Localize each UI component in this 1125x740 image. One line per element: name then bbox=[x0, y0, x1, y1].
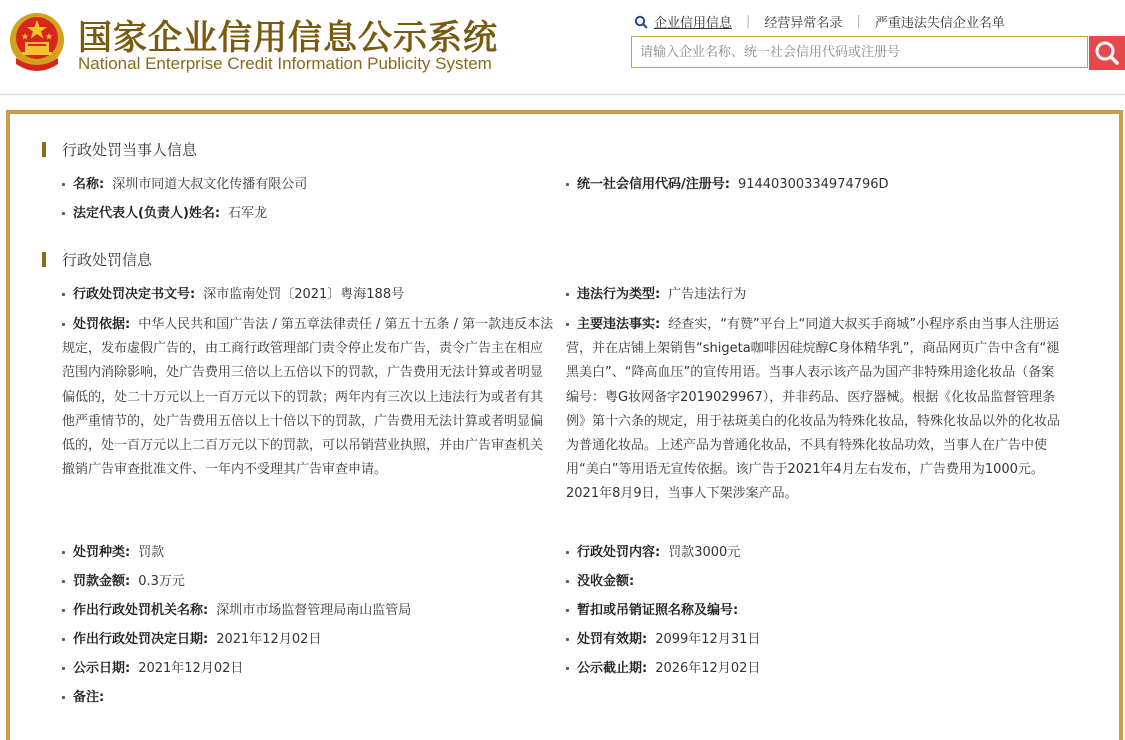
national-emblem-icon[interactable] bbox=[8, 8, 66, 74]
field-label: 罚款金额: bbox=[73, 574, 131, 589]
bullet-dot bbox=[566, 609, 569, 612]
field-label: 作出行政处罚决定日期: bbox=[73, 632, 209, 647]
bullet-dot bbox=[566, 551, 569, 554]
magnifier-icon bbox=[1089, 36, 1125, 70]
bullet-dot bbox=[62, 667, 65, 670]
field-value: 2021年12月02日 bbox=[138, 661, 244, 676]
top-nav bbox=[634, 12, 1005, 31]
field-value: 石军龙 bbox=[228, 206, 268, 221]
field-value: 深市监南处罚〔2021〕粤海188号 bbox=[203, 287, 405, 302]
field-value: 0.3万元 bbox=[138, 574, 185, 589]
site-title-en: National Enterprise Credit Information Publicity System bbox=[78, 54, 492, 73]
search-box bbox=[631, 36, 1088, 68]
bullet-dot bbox=[62, 609, 65, 612]
bullet-dot bbox=[566, 183, 569, 186]
field-label: 公示日期: bbox=[73, 661, 131, 676]
field-value: 2026年12月02日 bbox=[655, 661, 761, 676]
field-value: 2021年12月02日 bbox=[216, 632, 322, 647]
field-publish-end bbox=[566, 660, 760, 678]
field-legal-rep bbox=[62, 205, 267, 223]
field-value: 91440300334974796D bbox=[737, 177, 889, 192]
field-label: 处罚有效期: bbox=[577, 632, 648, 647]
field-fine-amount bbox=[62, 573, 185, 591]
field-label: 名称: bbox=[73, 177, 105, 192]
search-input[interactable] bbox=[632, 37, 1088, 67]
bullet-dot bbox=[566, 638, 569, 641]
field-license bbox=[566, 602, 746, 620]
detail-panel bbox=[6, 110, 1123, 740]
nav-enterprise-credit[interactable]: 企业信用信息 bbox=[654, 16, 733, 31]
field-label: 主要违法事实: bbox=[577, 317, 661, 332]
field-main-facts bbox=[566, 313, 1060, 507]
field-label: 作出行政处罚机关名称: bbox=[73, 603, 209, 618]
site-header bbox=[0, 0, 1125, 94]
section-party-info bbox=[42, 139, 197, 160]
bullet-dot bbox=[62, 580, 65, 583]
bullet-dot bbox=[62, 212, 65, 215]
bullet-dot bbox=[62, 696, 65, 699]
field-label: 处罚种类: bbox=[73, 545, 131, 560]
field-remark bbox=[62, 689, 112, 707]
bullet-dot bbox=[566, 293, 569, 296]
field-authority bbox=[62, 602, 411, 620]
bullet-dot bbox=[62, 551, 65, 554]
bullet-dot bbox=[62, 183, 65, 186]
bullet-dot bbox=[62, 293, 65, 296]
field-value: 罚款 bbox=[138, 545, 165, 560]
field-confiscation bbox=[566, 573, 642, 591]
field-label: 行政处罚决定书文号: bbox=[73, 287, 196, 302]
bullet-dot bbox=[62, 638, 65, 641]
field-value: 深圳市同道大叔文化传播有限公司 bbox=[112, 177, 308, 192]
search-button[interactable] bbox=[1089, 36, 1125, 70]
header-divider bbox=[0, 94, 1125, 95]
bullet-dot bbox=[566, 667, 569, 670]
field-penalty-content bbox=[566, 544, 740, 562]
bullet-dot bbox=[62, 323, 65, 326]
site-title-cn: 国家企业信用信息公示系统 bbox=[78, 18, 498, 58]
field-label: 公示截止期: bbox=[577, 661, 648, 676]
field-label: 行政处罚内容: bbox=[577, 545, 661, 560]
field-credit-code bbox=[566, 176, 889, 194]
field-label: 暂扣或吊销证照名称及编号: bbox=[577, 603, 739, 618]
field-label: 统一社会信用代码/注册号: bbox=[577, 177, 730, 192]
field-value: 2099年12月31日 bbox=[655, 632, 761, 647]
section-title-text: 行政处罚当事人信息 bbox=[62, 141, 198, 159]
nav-separator: | bbox=[746, 14, 751, 29]
field-doc-number bbox=[62, 286, 404, 304]
section-penalty-info bbox=[42, 249, 152, 270]
field-label: 处罚依据: bbox=[73, 317, 131, 332]
nav-separator: | bbox=[856, 14, 861, 29]
field-penalty-basis bbox=[62, 313, 554, 482]
field-violation-type bbox=[566, 286, 746, 304]
nav-abnormal-list[interactable]: 经营异常名录 bbox=[764, 16, 843, 31]
field-value: 中华人民共和国广告法 / 第五章法律责任 / 第五十五条 / 第一款违反本法规定，发布虚假广告的，由工商行政管理部门责令停止发布广告，责令广告主在相应范围内消除影响，处广告费用三倍以上五倍以下的罚款，广告费用无法计算或者明显偏低的，处二十万元以上一百万元以下的罚款；两年内有三次以上违法行为或者有其他严重情节的，处广告费用五倍以上十倍以下的罚款，广告费用无法计算或者明显偏低的，处一百万元以上二百万元以下的罚款，可以吊销营业执照，并由广告审查机关撤销广告审查批准文件、一年内不受理其广告审查申请。 bbox=[62, 317, 554, 478]
nav-blacklist[interactable]: 严重违法失信企业名单 bbox=[874, 16, 1005, 31]
search-icon bbox=[634, 15, 648, 29]
field-value: 罚款3000元 bbox=[668, 545, 741, 560]
field-name bbox=[62, 176, 307, 194]
field-value: 深圳市市场监督管理局南山监管局 bbox=[216, 603, 412, 618]
field-publish-date bbox=[62, 660, 243, 678]
field-value: 广告违法行为 bbox=[668, 287, 747, 302]
field-label: 法定代表人(负责人)姓名: bbox=[73, 206, 221, 221]
section-marker bbox=[42, 252, 46, 267]
field-label: 备注: bbox=[73, 690, 105, 705]
field-label: 没收金额: bbox=[577, 574, 635, 589]
field-penalty-kind bbox=[62, 544, 164, 562]
field-value: 经查实，“有赞”平台上“同道大叔买手商城”小程序系由当事人注册运营，并在店铺上架销售“shigeta咖啡因硅烷醇C身体精华乳”，商品网页广告中含有“褪黑美白”、“降高血压”的宣传用语。当事人表示该产品为国产非特殊用途化妆品（备案编号：粤G妆网备字2019029967），并非药品、医疗器械。根据《化妆品监督管理条例》第十六条的规定，用于祛斑美白的化妆品为特殊化妆品，特殊化妆品以外的化妆品为普通化妆品。上述产品为普通化妆品，不具有特殊化妆品功效，当事人在广告中使用“美白”等用语无宣传依据。该广告于2021年4月左右发布，广告费用为1000元。2021年8月9日，当事人下架涉案产品。 bbox=[566, 317, 1061, 502]
bullet-dot bbox=[566, 323, 569, 326]
field-decision-date bbox=[62, 631, 321, 649]
bullet-dot bbox=[566, 580, 569, 583]
field-label: 违法行为类型: bbox=[577, 287, 661, 302]
section-title-text: 行政处罚信息 bbox=[62, 251, 153, 269]
section-marker bbox=[42, 142, 46, 157]
field-valid-until bbox=[566, 631, 760, 649]
